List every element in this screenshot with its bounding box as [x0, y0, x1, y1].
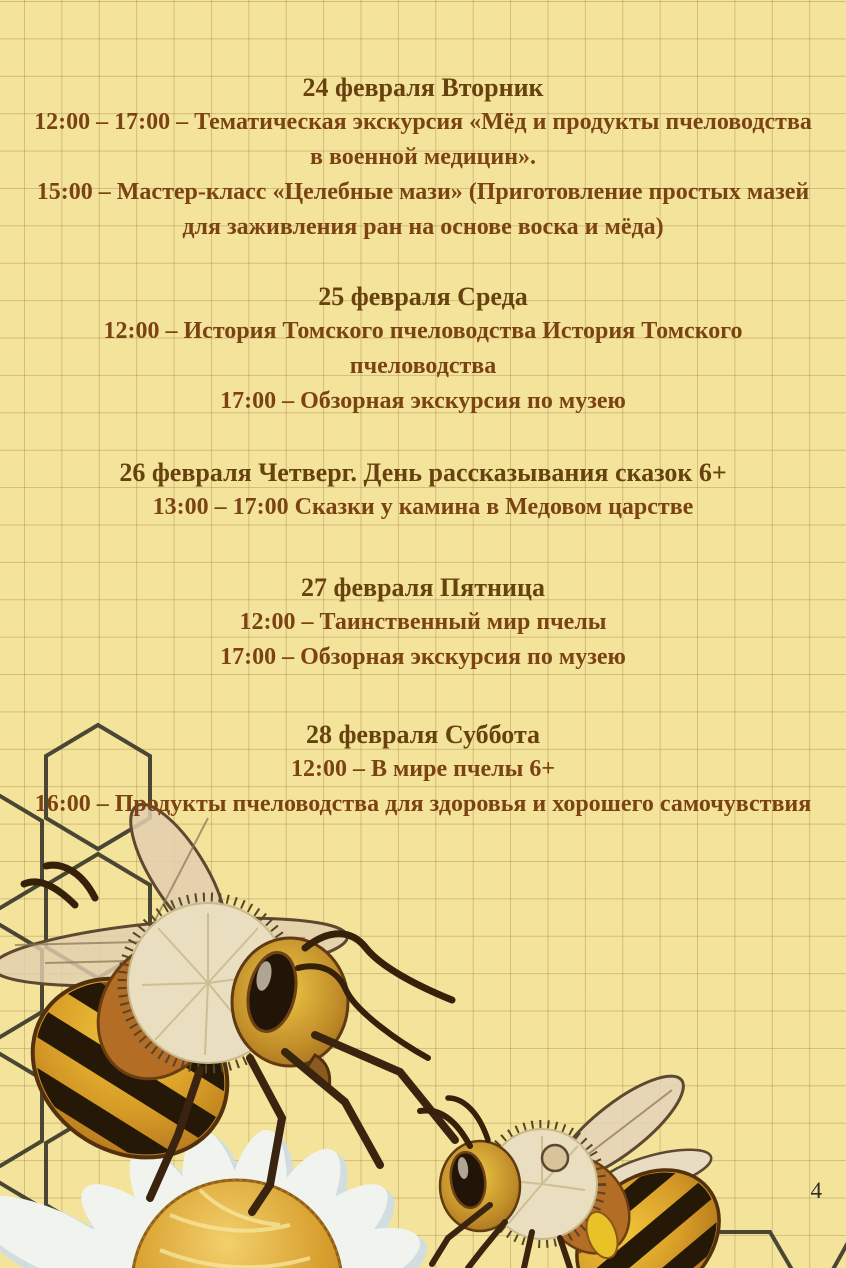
event-line: 12:00 – В мире пчелы 6+: [290, 756, 556, 782]
page-number: 4: [810, 1178, 822, 1203]
event-line: 12:00 – История Томского пчеловодства История Томского: [103, 318, 743, 344]
event-line: для заживления ран на основе воска и мёда): [182, 214, 664, 240]
event-day-section: [0, 717, 846, 822]
day-header: 27 февраля Пятница: [301, 573, 545, 602]
event-line: 12:00 – 17:00 – Тематическая экскурсия «Мёд и продукты пчеловодства: [34, 109, 812, 135]
event-day-section: [0, 570, 846, 675]
event-line: 13:00 – 17:00 Сказки у камина в Медовом царстве: [152, 494, 694, 520]
day-header: 25 февраля Среда: [318, 282, 528, 311]
event-line: пчеловодства: [349, 353, 497, 379]
event-line: 15:00 – Мастер-класс «Целебные мази» (Приготовление простых мазей: [36, 179, 810, 205]
event-line: 17:00 – Обзорная экскурсия по музею: [220, 388, 626, 414]
day-header: 28 февраля Суббота: [305, 720, 541, 749]
event-line: в военной медицин».: [309, 144, 537, 170]
event-line: 17:00 – Обзорная экскурсия по музею: [220, 644, 626, 670]
day-header: 26 февраля Четверг. День рассказывания сказок 6+: [119, 458, 727, 487]
event-day-section: [0, 279, 846, 419]
event-line: 12:00 – Таинственный мир пчелы: [239, 609, 607, 635]
event-line: 16:00 – Продукты пчеловодства для здоровья и хорошего самочувствия: [34, 791, 812, 817]
event-day-section: [0, 70, 846, 245]
event-day-section: [0, 455, 846, 525]
day-header: 24 февраля Вторник: [302, 73, 544, 102]
